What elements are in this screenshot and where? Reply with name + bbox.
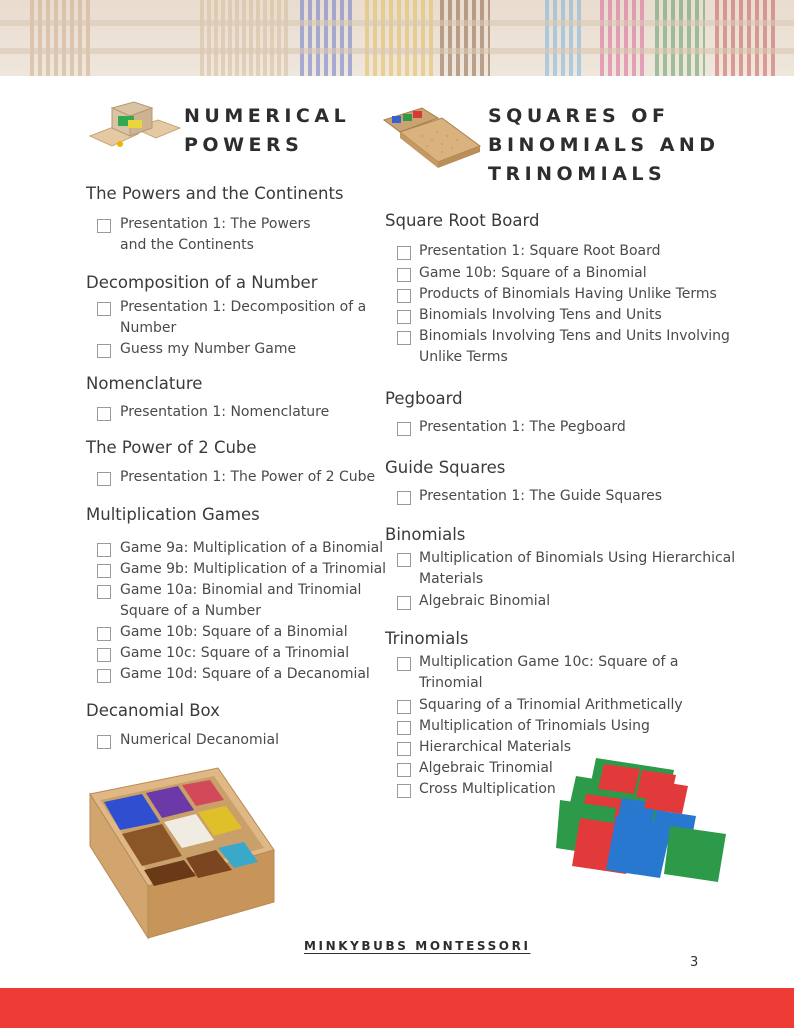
- checkbox[interactable]: [397, 700, 411, 714]
- brand-footer: MINKYBUBS MONTESSORI: [304, 939, 531, 953]
- checklist-item: Game 10d: Square of a Decanomial: [120, 666, 370, 682]
- checkbox[interactable]: [97, 669, 111, 683]
- checklist-item-line: Materials: [419, 571, 484, 587]
- checkbox[interactable]: [97, 564, 111, 578]
- checklist-item: Products of Binomials Having Unlike Terms: [419, 286, 717, 302]
- checklist-item: Game 9b: Multiplication of a Trinomial: [120, 561, 387, 577]
- checklist-item: Presentation 1: The Pegboard: [419, 419, 626, 435]
- checkbox[interactable]: [397, 289, 411, 303]
- section-heading: The Power of 2 Cube: [86, 438, 257, 457]
- checklist-item: [120, 580, 361, 622]
- checklist-item-line: Unlike Terms: [419, 349, 508, 365]
- checkbox[interactable]: [397, 268, 411, 282]
- checkbox[interactable]: [97, 648, 111, 662]
- checklist-item: Game 10b: Square of a Binomial: [419, 265, 647, 281]
- checkbox[interactable]: [97, 735, 111, 749]
- checklist-item: Guess my Number Game: [120, 341, 297, 357]
- checkbox[interactable]: [97, 472, 111, 486]
- section-heading: Nomenclature: [86, 374, 203, 393]
- checkbox[interactable]: [397, 763, 411, 777]
- checklist-item: Multiplication of Trinomials Using: [419, 718, 650, 734]
- checkbox[interactable]: [97, 302, 111, 316]
- checklist-item: Algebraic Binomial: [419, 593, 551, 609]
- power-of-two-cube-image: [86, 100, 182, 156]
- checklist-item: Binomials Involving Tens and Units: [419, 307, 662, 323]
- checklist-item-line: and the Continents: [120, 237, 254, 253]
- section-heading: Binomials: [385, 525, 466, 544]
- page-number: 3: [690, 955, 699, 970]
- section-heading: Pegboard: [385, 389, 463, 408]
- guide-squares-cards-image: [556, 756, 728, 884]
- checklist-item: [419, 652, 679, 694]
- left-title-line: POWERS: [184, 134, 304, 156]
- checklist-item-line: Game 10a: Binomial and Trinomial: [120, 582, 362, 598]
- square-root-board-image: [382, 106, 482, 190]
- checklist-item: Presentation 1: The Guide Squares: [419, 488, 663, 504]
- decanomial-bead-box-image: [86, 766, 278, 942]
- checklist-item: Hierarchical Materials: [419, 739, 572, 755]
- checklist-item-line: Presentation 1: The Powers: [120, 216, 311, 232]
- checkbox[interactable]: [397, 784, 411, 798]
- right-title-line: TRINOMIALS: [488, 163, 667, 185]
- checklist-item: Presentation 1: Square Root Board: [419, 243, 661, 259]
- checklist-item: Presentation 1: Nomenclature: [120, 404, 330, 420]
- checklist-item: [120, 214, 311, 256]
- checkbox[interactable]: [397, 721, 411, 735]
- checkbox[interactable]: [397, 742, 411, 756]
- checklist-item-line: Number: [120, 320, 177, 336]
- checklist-item: [419, 548, 735, 590]
- checklist-item-line: Multiplication Game 10c: Square of a: [419, 654, 679, 670]
- checkbox[interactable]: [97, 543, 111, 557]
- checkbox[interactable]: [97, 219, 111, 233]
- checklist-item: Game 9a: Multiplication of a Binomial: [120, 540, 384, 556]
- checklist-item: Game 10b: Square of a Binomial: [120, 624, 348, 640]
- checkbox[interactable]: [397, 553, 411, 567]
- checklist-item: Presentation 1: The Power of 2 Cube: [120, 469, 376, 485]
- left-title-line: NUMERICAL: [184, 105, 351, 127]
- checklist-item-line: Trinomial: [419, 675, 483, 691]
- checkbox[interactable]: [97, 407, 111, 421]
- section-heading: Guide Squares: [385, 458, 506, 477]
- section-heading: Trinomials: [385, 629, 469, 648]
- section-heading: Decanomial Box: [86, 701, 220, 720]
- section-heading: Decomposition of a Number: [86, 273, 318, 292]
- checkbox[interactable]: [397, 491, 411, 505]
- checkbox[interactable]: [397, 246, 411, 260]
- checklist-item: [419, 326, 730, 368]
- checklist-item-line: Multiplication of Binomials Using Hierarchical: [419, 550, 736, 566]
- section-heading: Multiplication Games: [86, 505, 260, 524]
- checkbox[interactable]: [397, 596, 411, 610]
- checkbox[interactable]: [97, 585, 111, 599]
- checkbox[interactable]: [397, 331, 411, 345]
- checklist-item: Squaring of a Trinomial Arithmetically: [419, 697, 683, 713]
- left-column-title: [184, 102, 350, 160]
- checklist-item: Numerical Decanomial: [120, 732, 279, 748]
- right-title-line: BINOMIALS AND: [488, 134, 720, 156]
- bottom-accent-bar: [0, 988, 794, 1028]
- checklist-item-line: Presentation 1: Decomposition of a: [120, 299, 367, 315]
- checkbox[interactable]: [97, 344, 111, 358]
- checklist-item-line: Binomials Involving Tens and Units Involving: [419, 328, 730, 344]
- checklist-item: Game 10c: Square of a Trinomial: [120, 645, 350, 661]
- checkbox[interactable]: [397, 657, 411, 671]
- section-heading: Square Root Board: [385, 211, 540, 230]
- checklist-item: Cross Multiplication: [419, 781, 556, 797]
- header-banner-image: [0, 0, 794, 76]
- checklist-item: [120, 297, 366, 339]
- checklist-item: Algebraic Trinomial: [419, 760, 553, 776]
- checklist-item-line: Square of a Number: [120, 603, 261, 619]
- checkbox[interactable]: [397, 310, 411, 324]
- right-title-line: SQUARES OF: [488, 105, 670, 127]
- checkbox[interactable]: [397, 422, 411, 436]
- section-heading: The Powers and the Continents: [86, 184, 344, 203]
- checkbox[interactable]: [97, 627, 111, 641]
- right-column-title: [488, 102, 720, 189]
